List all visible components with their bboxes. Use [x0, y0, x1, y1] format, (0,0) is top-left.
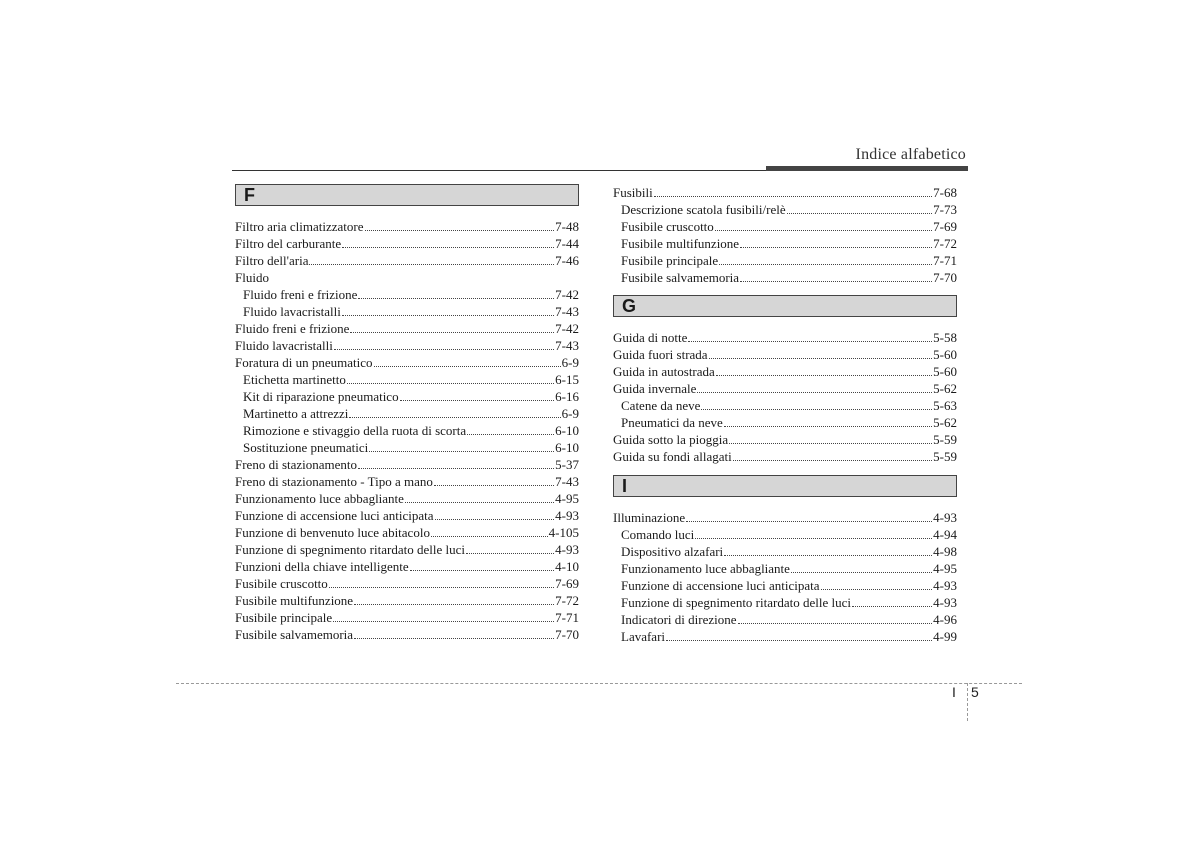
- entry-label: Filtro dell'aria: [235, 253, 309, 268]
- entry-label: Guida invernale: [613, 381, 697, 396]
- entry-label: Illuminazione: [613, 510, 686, 525]
- entry-page-ref: 4-10: [555, 559, 579, 574]
- index-entry: [613, 509, 957, 526]
- entry-page-ref: 6-16: [555, 389, 579, 404]
- dot-leader: [709, 357, 933, 359]
- entry-page-ref: 6-10: [555, 440, 579, 455]
- index-entry: [613, 346, 957, 363]
- dot-leader: [787, 212, 933, 214]
- index-subentry: [613, 577, 957, 594]
- dot-leader: [333, 620, 554, 622]
- dot-leader: [467, 433, 554, 435]
- index-subentry: [613, 414, 957, 431]
- entry-label: Lavafari: [621, 629, 666, 644]
- index-entry: [235, 473, 579, 490]
- entry-page-ref: 6-9: [561, 406, 579, 421]
- index-subentry: [235, 303, 579, 320]
- index-column-left: [235, 184, 579, 643]
- entry-label: Guida in autostrada: [613, 364, 715, 379]
- footer-divider: [176, 683, 1022, 684]
- entry-page-ref: 5-59: [933, 449, 957, 464]
- index-subentry: [235, 422, 579, 439]
- entry-label: Funzione di benvenuto luce abitacolo: [235, 525, 430, 540]
- entry-label: Guida su fondi allagati: [613, 449, 732, 464]
- dot-leader: [405, 501, 554, 503]
- dot-leader: [695, 537, 932, 539]
- index-subentry: [613, 397, 957, 414]
- dot-leader: [740, 280, 932, 282]
- entry-label: Fusibile multifunzione: [235, 593, 354, 608]
- index-subentry: [613, 526, 957, 543]
- dot-leader: [334, 348, 554, 350]
- entry-label: Fusibile cruscotto: [621, 219, 714, 234]
- dot-leader: [716, 374, 932, 376]
- index-entry: [235, 592, 579, 609]
- entry-page-ref: 7-72: [555, 593, 579, 608]
- index-entry: [613, 448, 957, 465]
- dot-leader: [654, 195, 932, 197]
- entry-list: [613, 329, 957, 465]
- entry-label: Funzione di spegnimento ritardato delle luci: [621, 595, 851, 610]
- index-entry: [235, 456, 579, 473]
- index-subentry: [613, 269, 957, 286]
- entry-label: Fluido lavacristalli: [235, 338, 333, 353]
- entry-page-ref: 7-72: [933, 236, 957, 251]
- entry-label: Freno di stazionamento - Tipo a mano: [235, 474, 433, 489]
- dot-leader: [724, 425, 932, 427]
- entry-page-ref: 7-43: [555, 474, 579, 489]
- entry-label: Funzionamento luce abbagliante: [621, 561, 790, 576]
- entry-page-ref: 4-105: [548, 525, 579, 540]
- dot-leader: [724, 554, 932, 556]
- entry-label: Kit di riparazione pneumatico: [243, 389, 399, 404]
- index-subentry: [613, 560, 957, 577]
- dot-leader: [349, 416, 560, 418]
- entry-page-ref: 4-93: [933, 578, 957, 593]
- dot-leader: [715, 229, 932, 231]
- dot-leader: [666, 639, 932, 641]
- index-entry: [235, 626, 579, 643]
- dot-leader: [686, 520, 932, 522]
- entry-label: Martinetto a attrezzi: [243, 406, 349, 421]
- entry-page-ref: 7-69: [555, 576, 579, 591]
- dot-leader: [374, 365, 561, 367]
- entry-label: Funzione di spegnimento ritardato delle luci: [235, 542, 465, 557]
- entry-page-ref: 4-93: [555, 542, 579, 557]
- entry-label: Fusibile cruscotto: [235, 576, 328, 591]
- index-entry: [235, 490, 579, 507]
- entry-page-ref: 7-44: [555, 236, 579, 251]
- entry-page-ref: 7-42: [555, 287, 579, 302]
- entry-page-ref: 5-60: [933, 364, 957, 379]
- entry-label: Guida fuori strada: [613, 347, 708, 362]
- dot-leader: [733, 459, 932, 461]
- header-rule-accent: [766, 166, 968, 171]
- entry-label: Dispositivo alzafari: [621, 544, 724, 559]
- entry-label: Funzione di accensione luci anticipata: [235, 508, 434, 523]
- dot-leader: [821, 588, 933, 590]
- entry-label: Fluido freni e frizione: [243, 287, 358, 302]
- index-entry: [235, 541, 579, 558]
- index-subentry: [235, 371, 579, 388]
- index-entry: [613, 184, 957, 201]
- footer-divider-vertical: [967, 683, 968, 721]
- entry-page-ref: 5-58: [933, 330, 957, 345]
- index-entry: [235, 507, 579, 524]
- entry-label: Fusibile principale: [621, 253, 719, 268]
- index-entry: [613, 363, 957, 380]
- dot-leader: [358, 297, 554, 299]
- entry-label: Fusibili: [613, 185, 653, 200]
- section-header-f: F: [235, 184, 579, 206]
- dot-leader: [410, 569, 555, 571]
- entry-list: [613, 184, 957, 286]
- index-entry: [235, 524, 579, 541]
- entry-page-ref: 7-43: [555, 304, 579, 319]
- entry-page-ref: 6-10: [555, 423, 579, 438]
- entry-label: Rimozione e stivaggio della ruota di scorta: [243, 423, 467, 438]
- index-entry: [613, 431, 957, 448]
- index-entry: [235, 235, 579, 252]
- index-entry: [613, 329, 957, 346]
- entry-label: Filtro del carburante: [235, 236, 342, 251]
- dot-leader: [354, 637, 554, 639]
- index-entry: [235, 558, 579, 575]
- dot-leader: [466, 552, 554, 554]
- index-entry: [235, 218, 579, 235]
- index-subentry: [613, 201, 957, 218]
- entry-page-ref: 7-48: [555, 219, 579, 234]
- entry-label: Funzionamento luce abbagliante: [235, 491, 404, 506]
- index-subentry: [613, 218, 957, 235]
- entry-list: [613, 509, 957, 645]
- entry-page-ref: 5-62: [933, 381, 957, 396]
- entry-label: Fusibile salvamemoria: [235, 627, 354, 642]
- entry-label: Comando luci: [621, 527, 695, 542]
- index-entry: [235, 320, 579, 337]
- entry-page-ref: 4-99: [933, 629, 957, 644]
- index-entry: [235, 337, 579, 354]
- dot-leader: [434, 484, 554, 486]
- entry-page-ref: 7-71: [555, 610, 579, 625]
- index-entry: [613, 380, 957, 397]
- dot-leader: [342, 246, 554, 248]
- entry-page-ref: 7-42: [555, 321, 579, 336]
- dot-leader: [740, 246, 932, 248]
- entry-list: [235, 218, 579, 643]
- entry-label: Fluido lavacristalli: [243, 304, 341, 319]
- dot-leader: [688, 340, 932, 342]
- index-subentry: [235, 439, 579, 456]
- entry-label: Sostituzione pneumatici: [243, 440, 369, 455]
- section-header-i: I: [613, 475, 957, 497]
- dot-leader: [369, 450, 554, 452]
- footer-section-letter: I: [952, 684, 956, 700]
- index-subentry: [613, 543, 957, 560]
- dot-leader: [697, 391, 932, 393]
- dot-leader: [791, 571, 932, 573]
- entry-page-ref: 7-70: [933, 270, 957, 285]
- section-header-g: G: [613, 295, 957, 317]
- entry-page-ref: 5-60: [933, 347, 957, 362]
- entry-label: Catene da neve: [621, 398, 701, 413]
- index-subentry: [235, 388, 579, 405]
- entry-page-ref: 4-96: [933, 612, 957, 627]
- entry-page-ref: 4-98: [933, 544, 957, 559]
- dot-leader: [729, 442, 932, 444]
- index-subentry: [613, 628, 957, 645]
- dot-leader: [350, 331, 554, 333]
- entry-label: Descrizione scatola fusibili/relè: [621, 202, 786, 217]
- entry-label: Fusibile multifunzione: [621, 236, 740, 251]
- page-number: 5: [971, 684, 979, 700]
- index-entry: [235, 609, 579, 626]
- entry-page-ref: 4-95: [555, 491, 579, 506]
- dot-leader: [400, 399, 555, 401]
- dot-leader: [354, 603, 554, 605]
- dot-leader: [358, 467, 554, 469]
- entry-label: Etichetta martinetto: [243, 372, 346, 387]
- entry-page-ref: 5-37: [555, 457, 579, 472]
- dot-leader: [365, 229, 555, 231]
- dot-leader: [719, 263, 932, 265]
- entry-label: Funzioni della chiave intelligente: [235, 559, 409, 574]
- dot-leader: [342, 314, 554, 316]
- entry-label: Indicatori di direzione: [621, 612, 737, 627]
- entry-label: Fluido freni e frizione: [235, 321, 350, 336]
- entry-page-ref: 7-70: [555, 627, 579, 642]
- entry-page-ref: 7-46: [555, 253, 579, 268]
- entry-page-ref: 6-9: [561, 355, 579, 370]
- dot-leader: [309, 263, 554, 265]
- dot-leader: [852, 605, 932, 607]
- index-entry: [235, 252, 579, 269]
- dot-leader: [701, 408, 932, 410]
- index-subentry: [613, 235, 957, 252]
- dot-leader: [738, 622, 933, 624]
- entry-page-ref: 4-93: [933, 595, 957, 610]
- header-title: Indice alfabetico: [855, 146, 966, 163]
- entry-page-ref: 7-68: [933, 185, 957, 200]
- index-subentry: [613, 252, 957, 269]
- entry-label: Fusibile salvamemoria: [621, 270, 740, 285]
- entry-label: Guida di notte: [613, 330, 688, 345]
- entry-page-ref: 6-15: [555, 372, 579, 387]
- entry-label: Pneumatici da neve: [621, 415, 723, 430]
- entry-page-ref: 5-59: [933, 432, 957, 447]
- entry-label: Filtro aria climatizzatore: [235, 219, 364, 234]
- entry-label: Funzione di accensione luci anticipata: [621, 578, 820, 593]
- entry-label: Freno di stazionamento: [235, 457, 358, 472]
- entry-page-ref: 7-71: [933, 253, 957, 268]
- entry-label: Fusibile principale: [235, 610, 333, 625]
- index-subentry: [235, 405, 579, 422]
- entry-label: Guida sotto la pioggia: [613, 432, 729, 447]
- index-entry: [235, 269, 579, 286]
- entry-label: Fluido: [235, 270, 269, 285]
- entry-page-ref: 7-69: [933, 219, 957, 234]
- index-subentry: [613, 594, 957, 611]
- entry-page-ref: 5-62: [933, 415, 957, 430]
- index-entry: [235, 354, 579, 371]
- index-column-right: [613, 184, 957, 645]
- index-entry: [235, 575, 579, 592]
- entry-page-ref: 7-43: [555, 338, 579, 353]
- entry-page-ref: 4-93: [555, 508, 579, 523]
- entry-page-ref: 7-73: [933, 202, 957, 217]
- entry-page-ref: 5-63: [933, 398, 957, 413]
- entry-page-ref: 4-94: [933, 527, 957, 542]
- index-subentry: [235, 286, 579, 303]
- dot-leader: [347, 382, 554, 384]
- entry-label: Foratura di un pneumatico: [235, 355, 373, 370]
- index-subentry: [613, 611, 957, 628]
- entry-page-ref: 4-95: [933, 561, 957, 576]
- dot-leader: [435, 518, 555, 520]
- entry-page-ref: 4-93: [933, 510, 957, 525]
- dot-leader: [431, 535, 548, 537]
- dot-leader: [329, 586, 554, 588]
